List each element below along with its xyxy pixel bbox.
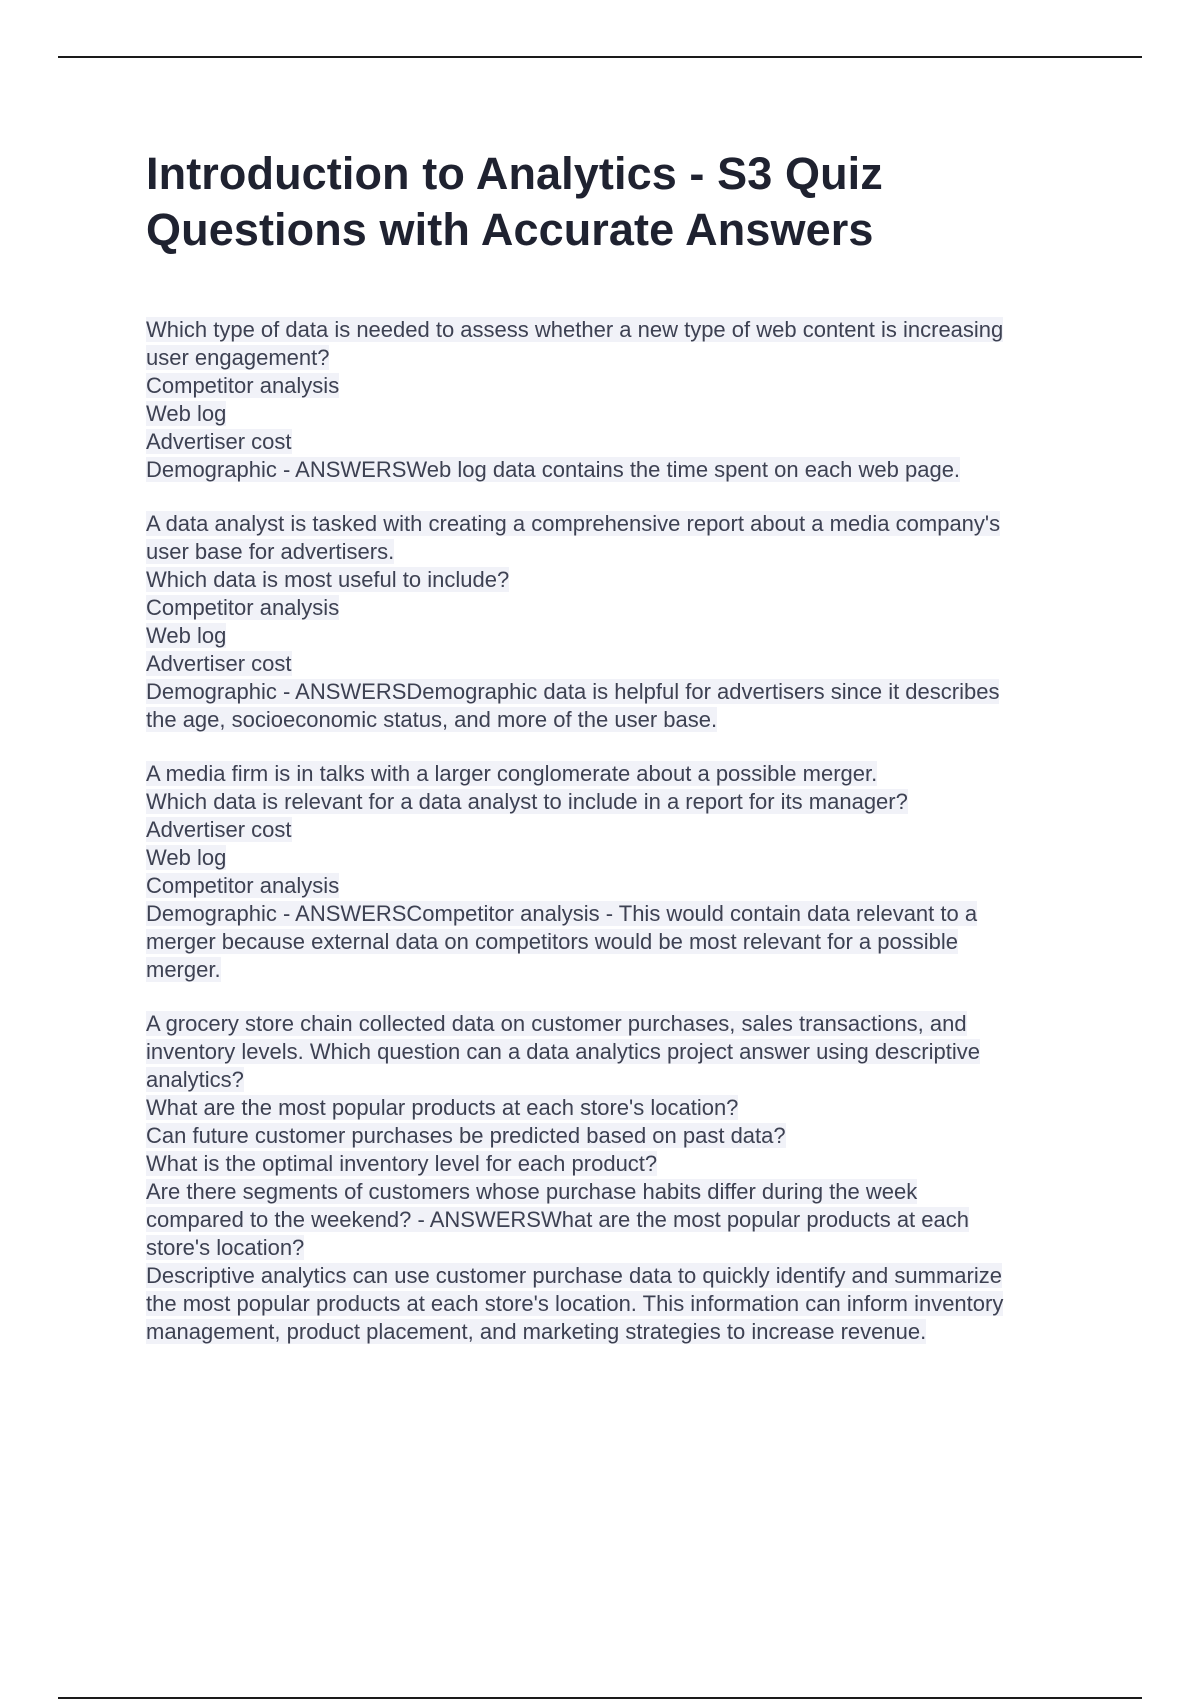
qa-line	[146, 622, 1106, 650]
qa-line	[146, 816, 1106, 844]
qa-line-text: Web log	[146, 623, 227, 648]
qa-line-text: Competitor analysis	[146, 873, 340, 898]
qa-block	[146, 760, 1106, 984]
qa-line	[146, 428, 1106, 456]
qa-line-text: the most popular products at each store's location. This information can inform inventory	[146, 1291, 1004, 1316]
qa-line	[146, 1290, 1106, 1318]
qa-line	[146, 456, 1106, 484]
qa-line	[146, 1038, 1106, 1066]
qa-line-text: management, product placement, and marketing strategies to increase revenue.	[146, 1319, 927, 1344]
qa-line-text: Web log	[146, 401, 227, 426]
qa-line-text: A data analyst is tasked with creating a comprehensive report about a media company's	[146, 511, 1001, 536]
qa-line	[146, 1150, 1106, 1178]
qa-line-text: store's location?	[146, 1235, 305, 1260]
bottom-rule	[58, 1697, 1142, 1699]
qa-line-text: user base for advertisers.	[146, 539, 395, 564]
qa-line-text: user engagement?	[146, 345, 330, 370]
qa-line	[146, 594, 1106, 622]
qa-line-text: Descriptive analytics can use customer purchase data to quickly identify and summarize	[146, 1263, 1002, 1288]
qa-line	[146, 1206, 1106, 1234]
qa-line	[146, 1234, 1106, 1262]
qa-line	[146, 872, 1106, 900]
title-line: Questions with Accurate Answers	[146, 204, 874, 255]
qa-list	[146, 316, 1106, 1346]
qa-line	[146, 678, 1106, 706]
qa-line	[146, 788, 1106, 816]
qa-line-text: Demographic - ANSWERSWeb log data contains the time spent on each web page.	[146, 457, 961, 482]
qa-line-text: Which data is most useful to include?	[146, 567, 510, 592]
qa-line-text: Which data is relevant for a data analyst to include in a report for its manager?	[146, 789, 908, 814]
qa-line-text: Advertiser cost	[146, 651, 292, 676]
qa-line	[146, 538, 1106, 566]
qa-line	[146, 1318, 1106, 1346]
qa-line-text: Demographic - ANSWERSCompetitor analysis - This would contain data relevant to a	[146, 901, 978, 926]
qa-line-text: analytics?	[146, 1067, 244, 1092]
qa-line-text: What is the optimal inventory level for each product?	[146, 1151, 658, 1176]
qa-line-text: merger because external data on competitors would be most relevant for a possible	[146, 929, 958, 954]
qa-line	[146, 1122, 1106, 1150]
qa-line-text: the age, socioeconomic status, and more of the user base.	[146, 707, 718, 732]
qa-block	[146, 316, 1106, 484]
qa-line	[146, 400, 1106, 428]
qa-line-text: merger.	[146, 957, 221, 982]
qa-line-text: Are there segments of customers whose purchase habits differ during the week	[146, 1179, 918, 1204]
qa-line-text: Demographic - ANSWERSDemographic data is helpful for advertisers since it describes	[146, 679, 1000, 704]
qa-line	[146, 372, 1106, 400]
qa-line-text: A media firm is in talks with a larger conglomerate about a possible merger.	[146, 761, 878, 786]
qa-line-text: Advertiser cost	[146, 429, 292, 454]
title-line: Introduction to Analytics - S3 Quiz	[146, 148, 883, 199]
top-rule	[58, 56, 1142, 58]
qa-line	[146, 1262, 1106, 1290]
document-body	[146, 146, 1106, 1372]
qa-line	[146, 1178, 1106, 1206]
qa-line-text: Competitor analysis	[146, 595, 340, 620]
document-title	[146, 146, 1106, 258]
qa-line	[146, 344, 1106, 372]
qa-line-text: A grocery store chain collected data on customer purchases, sales transactions, and	[146, 1011, 967, 1036]
qa-line	[146, 650, 1106, 678]
qa-line	[146, 1094, 1106, 1122]
qa-block	[146, 1010, 1106, 1346]
qa-line-text: Which type of data is needed to assess whether a new type of web content is increasing	[146, 317, 1004, 342]
qa-line-text: Competitor analysis	[146, 373, 340, 398]
qa-line-text: Advertiser cost	[146, 817, 292, 842]
qa-line	[146, 1010, 1106, 1038]
qa-line	[146, 956, 1106, 984]
qa-line	[146, 844, 1106, 872]
qa-line	[146, 316, 1106, 344]
qa-line	[146, 928, 1106, 956]
qa-line	[146, 1066, 1106, 1094]
qa-line	[146, 760, 1106, 788]
qa-line	[146, 510, 1106, 538]
qa-line-text: Can future customer purchases be predicted based on past data?	[146, 1123, 786, 1148]
qa-line-text: What are the most popular products at each store's location?	[146, 1095, 739, 1120]
qa-block	[146, 510, 1106, 734]
qa-line-text: inventory levels. Which question can a data analytics project answer using descriptive	[146, 1039, 980, 1064]
qa-line-text: compared to the weekend? - ANSWERSWhat are the most popular products at each	[146, 1207, 969, 1232]
qa-line	[146, 566, 1106, 594]
qa-line-text: Web log	[146, 845, 227, 870]
qa-line	[146, 706, 1106, 734]
qa-line	[146, 900, 1106, 928]
